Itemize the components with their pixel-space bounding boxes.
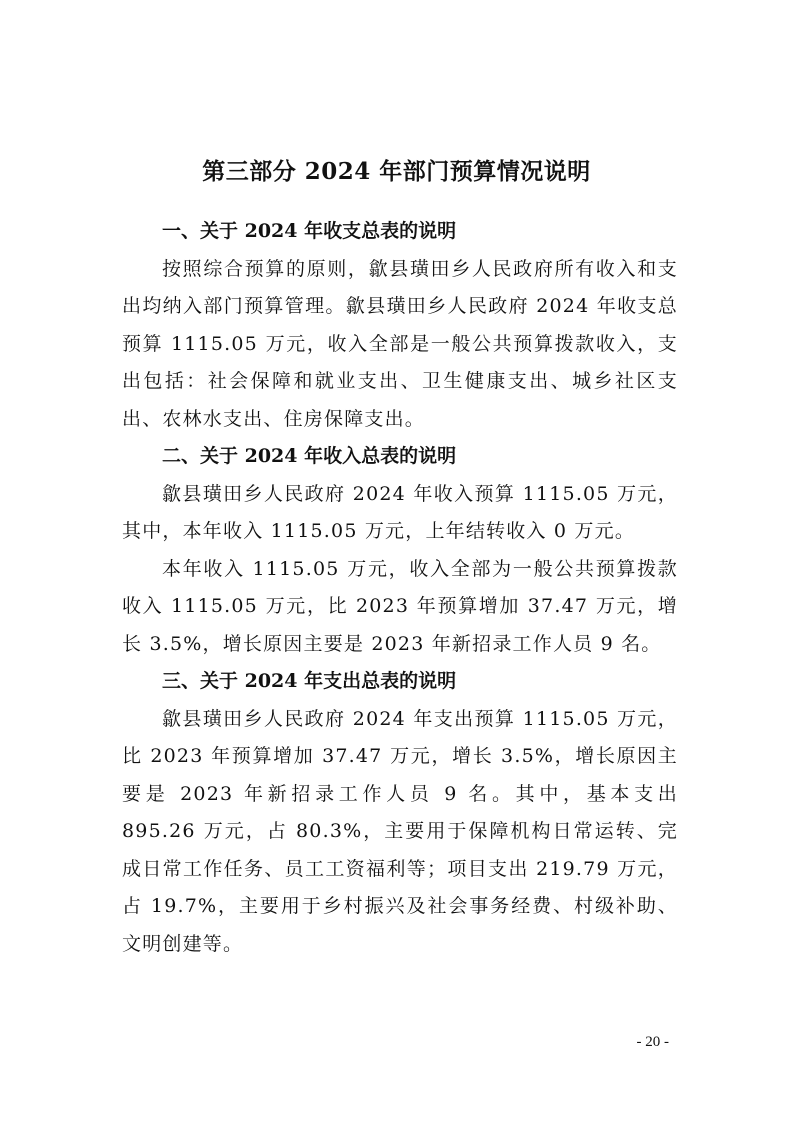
section-income-expenditure-summary bbox=[122, 213, 678, 438]
page-number: - 20 - bbox=[636, 1034, 669, 1050]
section-heading: 三、关于 2024 年支出总表的说明 bbox=[162, 670, 457, 692]
paragraph: 歙县璜田乡人民政府 2024 年收入预算 1115.05 万元，其中，本年收入 1115.05 万元，上年结转收入 0 万元。 bbox=[122, 482, 678, 542]
document-body bbox=[122, 213, 678, 963]
page-title: 第三部分 2024 年部门预算情况说明 bbox=[202, 158, 591, 186]
paragraph: 歙县璜田乡人民政府 2024 年支出预算 1115.05 万元，比 2023 年预算增加 37.47 万元，增长 3.5%，增长原因主要是 2023 年新招录工作人员 9 名。其中，基本支出 895.26 万元，占 80.3%，主要用于保障机构日常运转、完成日常工作任务、员工工资福利等；项目支出 219.79 万元，占 19.7%，主要用于乡村振兴及社会事务经费、村级补助、文明创建等。 bbox=[122, 707, 678, 955]
section-expenditure-summary bbox=[122, 663, 678, 963]
section-heading: 二、关于 2024 年收入总表的说明 bbox=[162, 445, 457, 467]
section-heading: 一、关于 2024 年收支总表的说明 bbox=[162, 220, 457, 242]
section-income-summary bbox=[122, 438, 678, 663]
paragraph: 本年收入 1115.05 万元，收入全部为一般公共预算拨款收入 1115.05 万元，比 2023 年预算增加 37.47 万元，增长 3.5%，增长原因主要是 2023 年新招录工作人员 9 名。 bbox=[122, 557, 678, 655]
paragraph: 按照综合预算的原则，歙县璜田乡人民政府所有收入和支出均纳入部门预算管理。歙县璜田乡人民政府 2024 年收支总预算 1115.05 万元，收入全部是一般公共预算拨款收入，支出包括：社会保障和就业支出、卫生健康支出、城乡社区支出、农林水支出、住房保障支出。 bbox=[122, 257, 678, 430]
